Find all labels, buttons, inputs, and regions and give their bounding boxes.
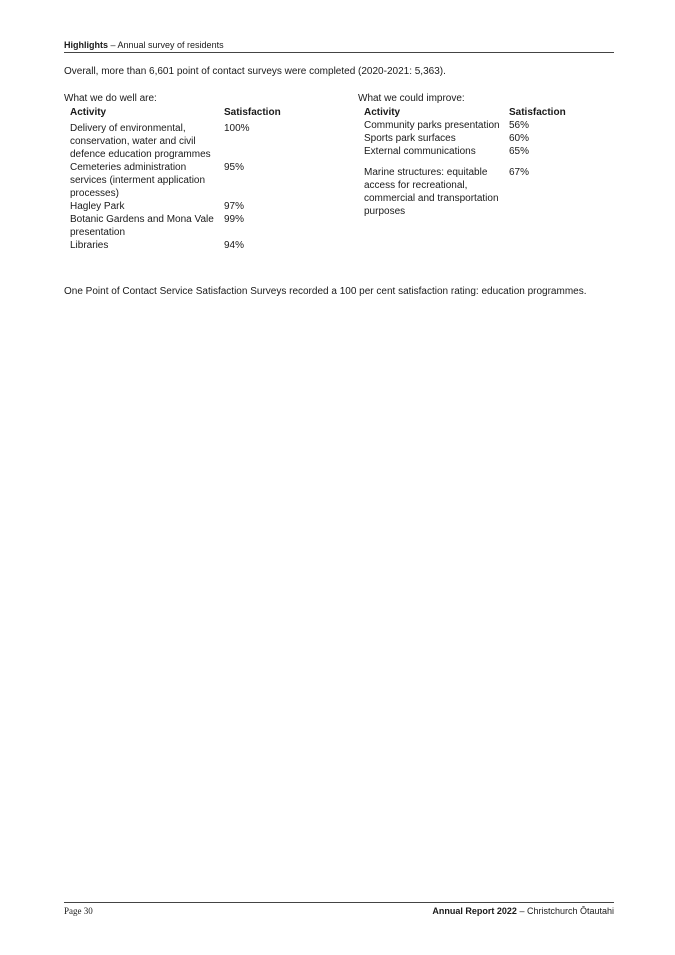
table-row bbox=[70, 119, 281, 161]
table-header-row bbox=[70, 106, 281, 119]
satisfaction-cell: 56% bbox=[509, 120, 530, 131]
activity-cell: Libraries bbox=[70, 240, 109, 251]
do-well-table bbox=[70, 106, 281, 252]
report-title: Annual Report 2022 bbox=[432, 906, 517, 916]
table-row bbox=[364, 119, 566, 132]
improve-section bbox=[358, 92, 618, 218]
satisfaction-cell: 97% bbox=[224, 201, 245, 212]
satisfaction-cell: 95% bbox=[224, 162, 245, 173]
activity-cell: Delivery of environmental, conservation, water and civil defence education programmes bbox=[70, 123, 211, 160]
table-row bbox=[364, 145, 566, 158]
closing-paragraph: One Point of Contact Service Satisfaction Surveys recorded a 100 per cent satisfaction rating: education programmes. bbox=[64, 286, 587, 297]
page-header bbox=[64, 40, 614, 53]
satisfaction-cell: 94% bbox=[224, 240, 245, 251]
satisfaction-cell: 60% bbox=[509, 133, 530, 144]
page-number: Page 30 bbox=[64, 906, 93, 916]
activity-cell: External communications bbox=[364, 146, 476, 157]
activity-cell: Sports park surfaces bbox=[364, 133, 456, 144]
column-header-satisfaction: Satisfaction bbox=[509, 107, 566, 118]
do-well-section bbox=[64, 92, 324, 252]
table-row bbox=[70, 200, 281, 213]
activity-cell: Marine structures: equitable access for recreational, commercial and transportation purposes bbox=[364, 167, 499, 217]
table-row bbox=[70, 161, 281, 200]
satisfaction-cell: 100% bbox=[224, 123, 250, 134]
footer-separator: – bbox=[516, 906, 527, 916]
report-place: Christchurch Ōtautahi bbox=[526, 906, 614, 916]
intro-paragraph: Overall, more than 6,601 point of contact surveys were completed (2020-2021: 5,363). bbox=[64, 66, 446, 77]
improve-table bbox=[364, 106, 566, 218]
do-well-lead: What we do well are: bbox=[64, 93, 157, 104]
column-header-activity: Activity bbox=[70, 107, 107, 118]
footer-report-info bbox=[432, 906, 614, 916]
page-footer bbox=[64, 902, 614, 916]
header-subtitle: Annual survey of residents bbox=[117, 40, 224, 50]
activity-cell: Botanic Gardens and Mona Vale presentation bbox=[70, 214, 214, 238]
satisfaction-cell: 65% bbox=[509, 146, 530, 157]
activity-cell: Cemeteries administration services (interment application processes) bbox=[70, 162, 206, 199]
table-row bbox=[70, 239, 281, 252]
activity-cell: Community parks presentation bbox=[364, 120, 500, 131]
table-row bbox=[70, 213, 281, 239]
improve-lead: What we could improve: bbox=[358, 93, 465, 104]
activity-cell: Hagley Park bbox=[70, 201, 125, 212]
satisfaction-cell: 99% bbox=[224, 214, 245, 225]
table-header-row bbox=[364, 106, 566, 119]
column-header-satisfaction: Satisfaction bbox=[224, 107, 281, 118]
table-row bbox=[364, 158, 566, 218]
satisfaction-cell: 67% bbox=[509, 167, 530, 178]
table-row bbox=[364, 132, 566, 145]
header-section: Highlights bbox=[64, 40, 108, 50]
column-header-activity: Activity bbox=[364, 107, 401, 118]
header-separator: – bbox=[108, 40, 118, 50]
